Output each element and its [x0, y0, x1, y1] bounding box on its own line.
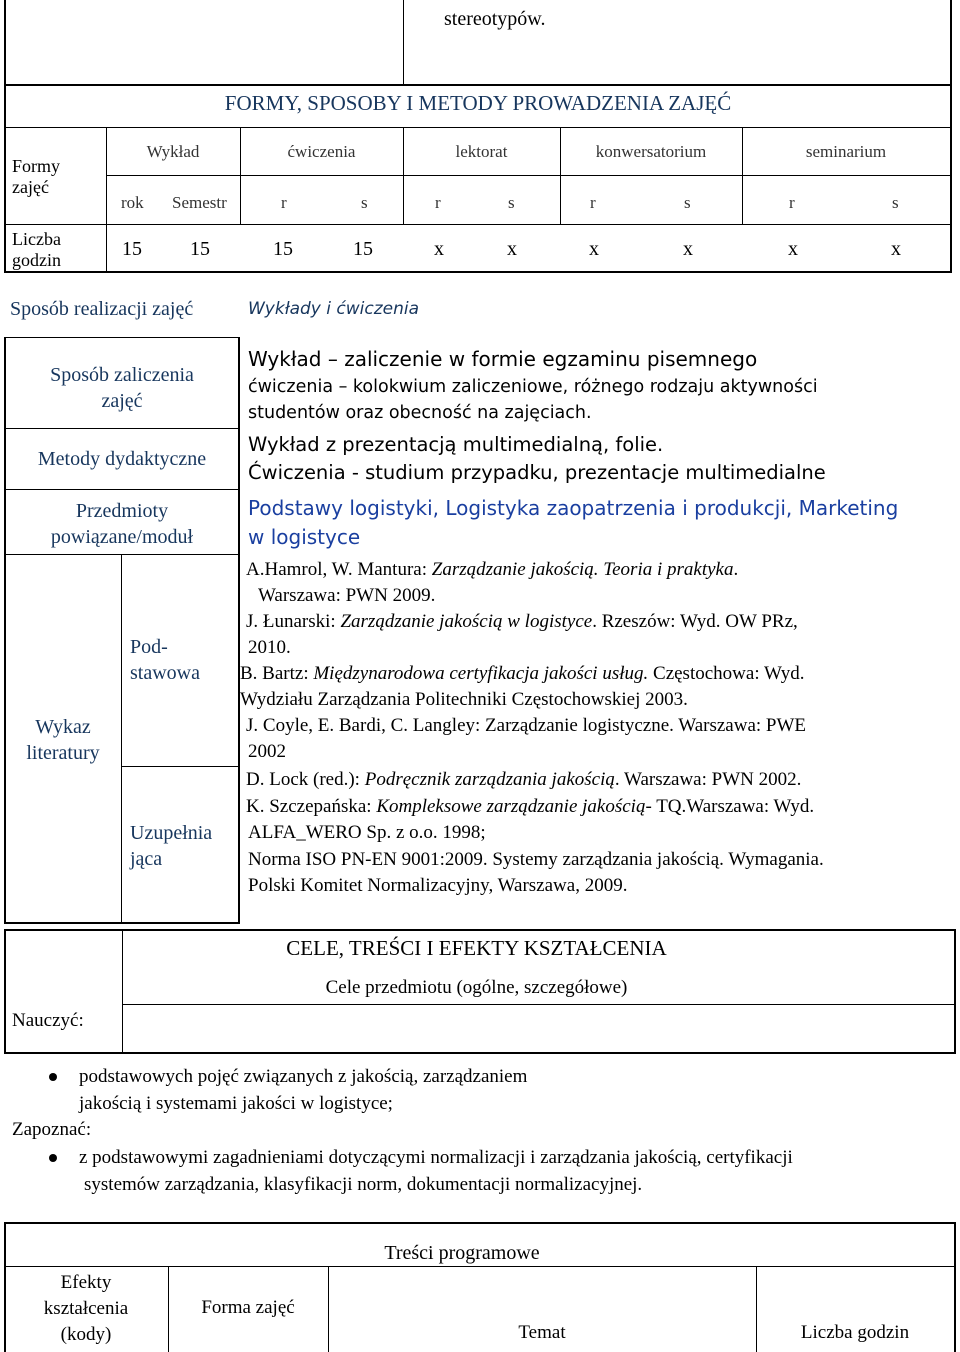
hours-cell: x — [507, 238, 517, 260]
reference-hamrol-cont: Warszawa: PWN 2009. — [258, 585, 436, 606]
subheader-r: r — [435, 193, 441, 212]
hours-cell: 15 — [273, 238, 293, 260]
bullet-icon — [49, 1073, 57, 1081]
reference-norma: Norma ISO PN-EN 9001:2009. Systemy zarządzania jakością. Wymagania. — [248, 849, 824, 870]
hours-cell: x — [891, 238, 901, 260]
introduce-label: Zapoznać: — [12, 1119, 92, 1140]
forms-heading: FORMY, SPOSOBY I METODY PROWADZENIA ZAJĘĆ — [224, 91, 732, 115]
hours-cell: 15 — [353, 238, 373, 260]
program-heading: Treści programowe — [384, 1242, 540, 1264]
assessment-label: Sposób zaliczenia zajęć — [50, 364, 194, 412]
methods-label: Metody dydaktyczne — [37, 448, 207, 470]
related-line-1: Podstawy logistyki, Logistyka zaopatrzenia i produkcji, Marketing — [248, 496, 899, 520]
realization-label: Sposób realizacji zajęć — [10, 298, 194, 320]
reference-lock: D. Lock (red.): Podręcznik zarządzania jakością. Warszawa: PWN 2002. — [246, 769, 802, 790]
teach-bullet-line-2: jakością i systemami jakości w logistyce; — [79, 1093, 393, 1114]
reference-coyle: J. Coyle, E. Bardi, C. Langley: Zarządzanie logistyczne. Warszawa: PWE — [246, 715, 807, 736]
effects-column-header: Efekty kształcenia (kody) — [43, 1272, 129, 1345]
basic-literature-label: Pod- stawowa — [130, 636, 200, 684]
reference-bartz: B. Bartz: Międzynarodowa certyfikacja jakości usług. Częstochowa: Wyd. — [240, 663, 805, 684]
introduce-bullet-line-2: systemów zarządzania, klasyfikacji norm, dokumentacji normalizacyjnej. — [84, 1174, 643, 1195]
hours-cell: 15 — [190, 238, 210, 260]
realization-value: Wykłady i ćwiczenia — [248, 299, 420, 319]
type-conversatorium: konwersatorium — [595, 142, 707, 161]
reference-szczepanska: K. Szczepańska: Kompleksowe zarządzanie jakością- TQ.Warszawa: Wyd. — [246, 796, 815, 817]
topic-column-header: Temat — [518, 1322, 566, 1343]
hours-column-header: Liczba godzin — [800, 1322, 910, 1343]
bullet-icon — [49, 1154, 57, 1162]
subheader-r: r — [789, 193, 795, 212]
subheader-s: s — [508, 193, 515, 212]
form-column-header: Forma zajęć — [201, 1297, 295, 1318]
hours-cell: x — [788, 238, 798, 260]
subheader-year: rok — [121, 193, 144, 212]
methods-line-1: Wykład z prezentacją multimedialną, folie. — [248, 433, 664, 456]
subheader-r: r — [590, 193, 596, 212]
assessment-line-1: Wykład – zaliczenie w formie egzaminu pisemnego — [248, 347, 758, 371]
introduce-bullet-line-1: z podstawowymi zagadnieniami dotyczącymi normalizacji i zarządzania jakością, certyfikacji — [79, 1147, 793, 1168]
forms-row-label: Formy zajęć — [12, 156, 61, 197]
type-lecture: Wykład — [146, 142, 200, 161]
reference-norma-cont: Polski Komitet Normalizacyjny, Warszawa, 2009. — [248, 875, 628, 896]
hours-cell: x — [589, 238, 599, 260]
hours-cell: 15 — [122, 238, 142, 260]
type-lectorate: lektorat — [455, 142, 508, 161]
hours-cell: x — [683, 238, 693, 260]
reference-hamrol: A.Hamrol, W. Mantura: Zarządzanie jakością. Teoria i praktyka. — [246, 559, 739, 580]
related-label: Przedmioty powiązane/moduł — [50, 500, 194, 548]
subheader-r: r — [281, 193, 287, 212]
reference-lunarski: J. Łunarski: Zarządzanie jakością w logistyce. Rzeszów: Wyd. OW PRz, — [246, 611, 798, 632]
teach-bullet-line-1: podstawowych pojęć związanych z jakością, zarządzaniem — [79, 1066, 528, 1087]
subheader-semester: Semestr — [172, 193, 227, 212]
reference-lunarski-cont: 2010. — [248, 637, 291, 658]
goals-heading: CELE, TREŚCI I EFEKTY KSZTAŁCENIA — [286, 936, 667, 960]
supplementary-literature-label: Uzupełnia jąca — [130, 822, 213, 870]
assessment-line-3: studentów oraz obecność na zajęciach. — [248, 403, 592, 423]
hours-cell: x — [434, 238, 444, 260]
reference-bartz-cont: Wydziału Zarządzania Politechniki Częstochowskiej 2003. — [240, 689, 688, 710]
methods-line-2: Ćwiczenia - studium przypadku, prezentacje multimedialne — [248, 461, 826, 484]
assessment-line-2: ćwiczenia – kolokwium zaliczeniowe, różnego rodzaju aktywności — [248, 377, 818, 397]
teach-label: Nauczyć: — [12, 1010, 84, 1031]
type-seminar: seminarium — [805, 142, 887, 161]
continued-text: stereotypów. — [444, 8, 546, 30]
subheader-s: s — [892, 193, 899, 212]
literature-label: Wykaz literatury — [26, 716, 100, 764]
type-exercises: ćwiczenia — [287, 142, 356, 161]
hours-row-label: Liczba godzin — [12, 229, 61, 270]
subheader-s: s — [361, 193, 368, 212]
related-line-2: w logistyce — [248, 525, 361, 549]
reference-coyle-cont: 2002 — [248, 741, 286, 762]
subheader-s: s — [684, 193, 691, 212]
goals-subheading: Cele przedmiotu (ogólne, szczegółowe) — [325, 977, 628, 998]
reference-szczepanska-cont: ALFA_WERO Sp. z o.o. 1998; — [248, 822, 486, 843]
